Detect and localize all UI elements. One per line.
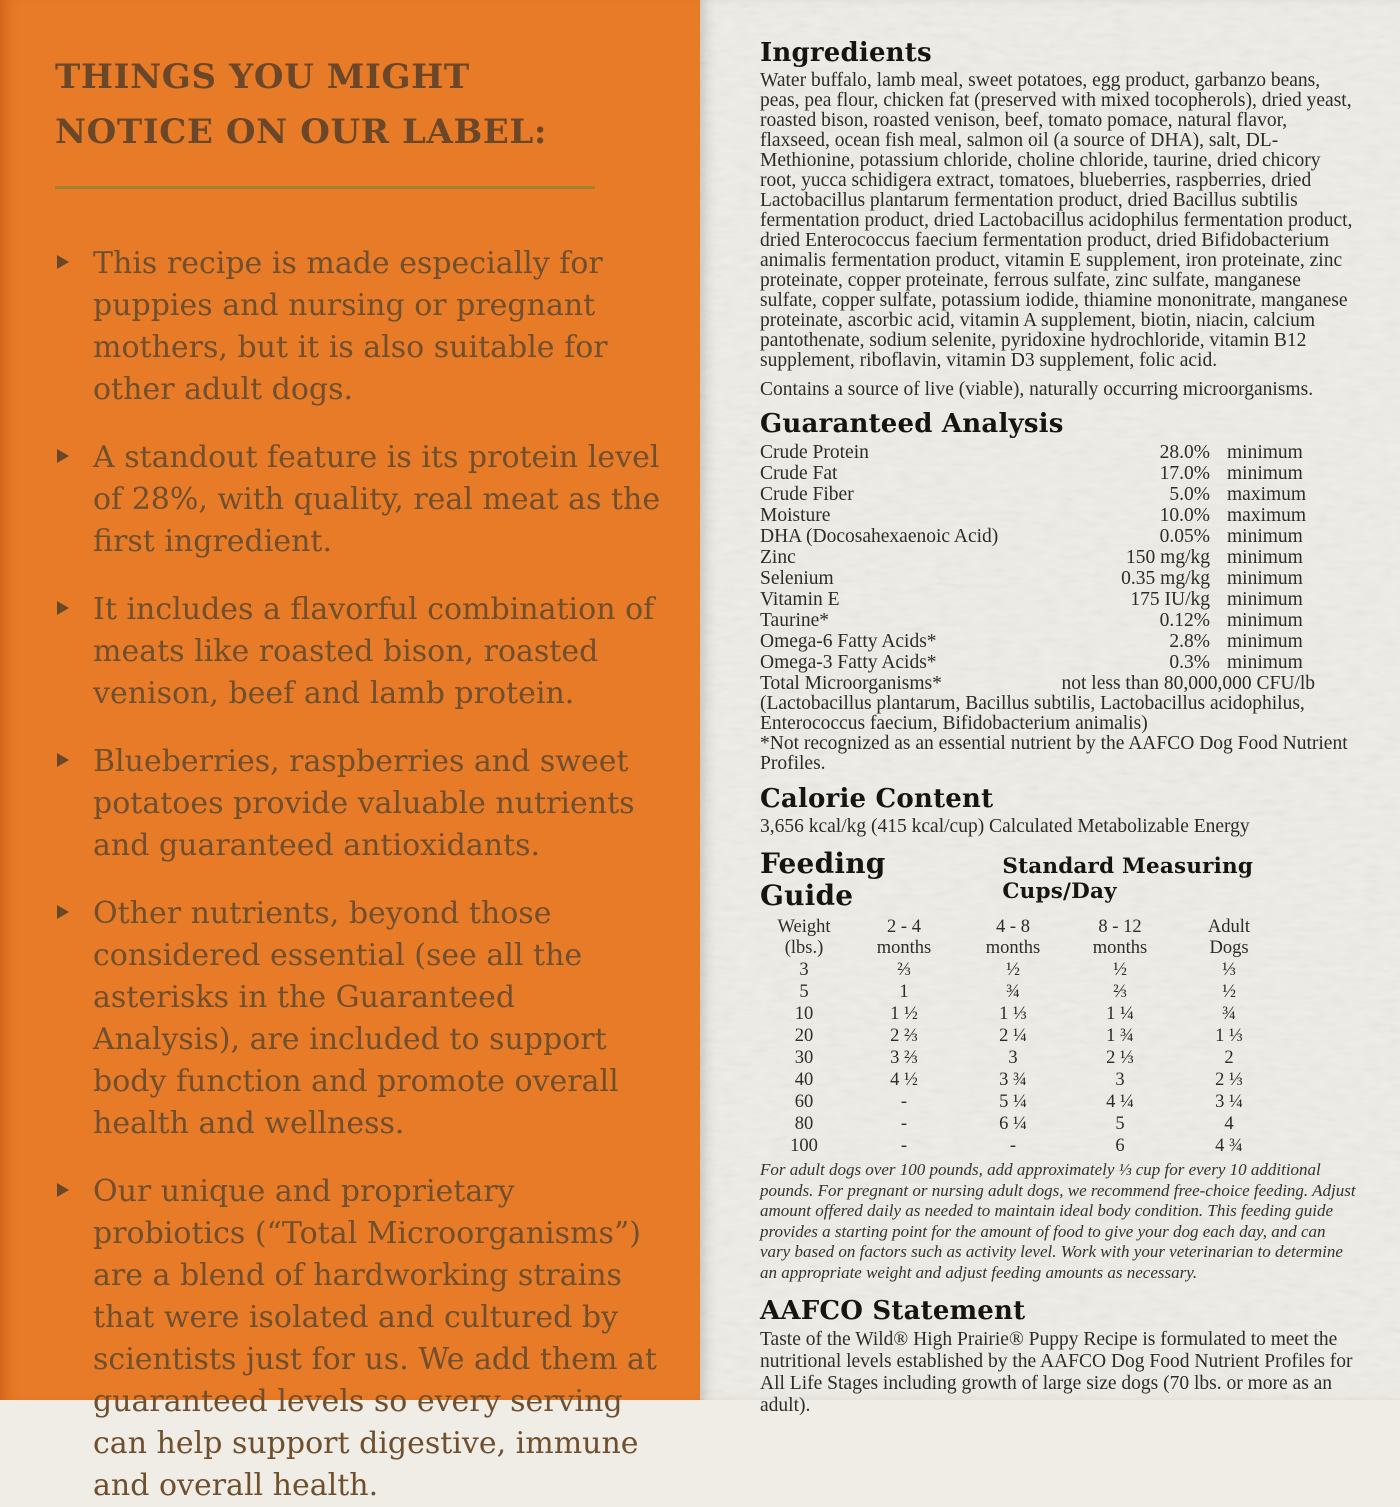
feeding-cell: - xyxy=(900,1092,908,1112)
feeding-cell: 1 ¼ xyxy=(1106,1004,1134,1024)
ga-row xyxy=(760,652,1315,673)
ga-nutrient-value: 0.05% xyxy=(1159,526,1210,547)
ga-nutrient-name: Total Microorganisms* xyxy=(760,673,942,694)
ga-nutrient-value: 150 mg/kg xyxy=(1126,547,1210,568)
feeding-cell: - xyxy=(1009,1136,1017,1156)
feeding-guide-header xyxy=(760,848,1355,915)
notice-text: Our unique and proprietary probiotics (“Total Microorganisms”) are a blend of hardworking strains that were isolated and cultured by scientists just for us. We add them at guaranteed levels so every serving can help support digestive, immune and overall health. xyxy=(93,1174,657,1503)
feeding-cell: 2 ⅓ xyxy=(1215,1070,1243,1090)
feeding-column-header-line2: Dogs xyxy=(1209,938,1249,958)
ga-qualifier: maximum xyxy=(1227,484,1307,505)
feeding-column-header-line2: months xyxy=(1092,938,1148,958)
ga-nutrient-name: Crude Fat xyxy=(760,463,838,484)
feeding-guide-note: For adult dogs over 100 pounds, add approximately ⅓ cup for every 10 additional pounds. For pregnant or nursing adult dogs, we recommend free-choice feeding. Adjust amount offered daily as needed to maintain ideal body condition. This feeding guide provides a starting point for the amount of food to give your dog each day, and can vary based on factors such as activity level. Work with your veterinarian to determine an appropriate weight and adjust feeding amounts as necessary. xyxy=(760,1160,1356,1282)
aafco-statement-text: Taste of the Wild® High Prairie® Puppy Recipe is formulated to meet the nutritional levels established by the AAFCO Dog Food Nutrient Profiles for All Life Stages including growth of large size dogs (70 lbs. or more as an adult). xyxy=(760,1329,1353,1416)
feeding-cell: 2 ¼ xyxy=(999,1026,1027,1046)
feeding-cell: 5 xyxy=(1115,1114,1125,1134)
ingredients-text: Water buffalo, lamb meal, sweet potatoes, egg product, garbanzo beans, peas, pea flour, chicken fat (preserved with mixed tocopherols), dried yeast, roasted bison, roasted venison, beef, tomato pomace, natural flavor, flaxseed, ocean fish meal, salmon oil (a source of DHA), salt, DL-Methionine, potassium chloride, choline chloride, taurine, dried chicory root, yucca schidigera extract, tomatoes, blueberries, raspberries, dried Lactobacillus plantarum fermentation product, dried Bacillus subtilis fermentation product, dried Lactobacillus acidophilus fermentation product, dried Enterococcus faecium fermentation product, dried Bifidobacterium animalis fermentation product, vitamin E supplement, iron proteinate, zinc proteinate, copper proteinate, ferrous sulfate, zinc sulfate, manganese sulfate, copper sulfate, potassium iodide, thiamine mononitrate, manganese proteinate, ascorbic acid, vitamin A supplement, biotin, niacin, calcium pantothenate, sodium selenite, pyridoxine hydrochloride, vitamin B12 supplement, riboflavin, vitamin D3 supplement, folic acid. xyxy=(760,70,1353,371)
ga-row xyxy=(760,442,1315,463)
microorganisms-note: (Lactobacillus plantarum, Bacillus subtilis, Lactobacillus acidophilus, Enterococcus faecium, Bifidobacterium animalis) xyxy=(760,693,1305,734)
feeding-cell: 1 ½ xyxy=(890,1004,918,1024)
feeding-cell: - xyxy=(900,1136,908,1156)
feeding-cell: 5 ¼ xyxy=(999,1092,1027,1112)
feeding-cell: 4 ¾ xyxy=(1215,1136,1243,1156)
ga-row xyxy=(760,526,1315,547)
ga-nutrient-value: 28.0% xyxy=(1159,442,1210,463)
feeding-column-header-line2: (lbs.) xyxy=(784,938,824,958)
ga-nutrient-value: 2.8% xyxy=(1169,631,1210,652)
right-panel xyxy=(700,0,1400,1416)
ga-row xyxy=(760,505,1315,526)
feeding-cell: 6 ¼ xyxy=(999,1114,1027,1134)
ga-nutrient-value: 0.12% xyxy=(1159,610,1210,631)
calorie-content-heading: Calorie Content xyxy=(760,784,994,814)
feeding-guide-subheading: Standard Measuring Cups/Day xyxy=(1002,854,1254,904)
ga-nutrient-value: 10.0% xyxy=(1159,505,1210,526)
ga-nutrient-name: Taurine* xyxy=(760,610,830,631)
ga-qualifier: minimum xyxy=(1227,589,1303,610)
feeding-cell: ⅓ xyxy=(1222,960,1236,980)
notice-text: Other nutrients, beyond those considered essential (see all the asterisks in the Guaranteed Analysis), are included to support body function and promote overall health and wellness. xyxy=(93,896,619,1141)
ga-row xyxy=(760,589,1315,610)
feeding-cell: 10 xyxy=(794,1004,814,1024)
feeding-cell: 60 xyxy=(794,1092,814,1112)
ga-row xyxy=(760,463,1315,484)
feeding-cell: 3 ¼ xyxy=(1215,1092,1243,1112)
ga-nutrient-name: Crude Protein xyxy=(760,442,869,463)
feeding-column-header xyxy=(1066,917,1174,959)
feeding-cell: 100 xyxy=(790,1136,818,1156)
right-panel-content xyxy=(700,0,1400,1417)
left-panel-title-line1: THINGS YOU MIGHT xyxy=(55,57,470,97)
ga-nutrient-name: Omega-6 Fatty Acids* xyxy=(760,631,937,652)
feeding-cell: 4 ¼ xyxy=(1106,1092,1134,1112)
bullet-arrow-icon xyxy=(57,905,69,919)
feeding-cell: 3 xyxy=(799,960,809,980)
ga-nutrient-value: 17.0% xyxy=(1159,463,1210,484)
feeding-cell: 6 xyxy=(1115,1136,1125,1156)
aafco-statement-heading: AAFCO Statement xyxy=(760,1296,1026,1326)
ga-qualifier: minimum xyxy=(1227,463,1303,484)
feeding-cell: 40 xyxy=(794,1070,814,1090)
feeding-cell: ⅔ xyxy=(1113,982,1127,1002)
ga-nutrient-value: 5.0% xyxy=(1169,484,1210,505)
ga-qualifier: minimum xyxy=(1227,547,1303,568)
feeding-column-header-line2: months xyxy=(985,938,1041,958)
feeding-cell: 2 xyxy=(1224,1048,1234,1068)
feeding-cell: 1 xyxy=(899,982,909,1002)
feeding-cell: 2 ⅔ xyxy=(890,1026,918,1046)
ga-nutrient-name: Moisture xyxy=(760,505,831,526)
feeding-cell: 4 ½ xyxy=(890,1070,918,1090)
feeding-cell: - xyxy=(900,1114,908,1134)
bullet-arrow-icon xyxy=(57,255,69,269)
feeding-column-header-line2: months xyxy=(876,938,932,958)
ga-nutrient-name: Selenium xyxy=(760,568,834,589)
notice-text: It includes a flavorful combination of meats like roasted bison, roasted venison, beef and lamb protein. xyxy=(93,592,655,711)
ga-nutrient-name: Omega-3 Fatty Acids* xyxy=(760,652,937,673)
feeding-cell: 3 ¾ xyxy=(999,1070,1027,1090)
ga-qualifier: minimum xyxy=(1227,631,1303,652)
bullet-arrow-icon xyxy=(57,753,69,767)
feeding-column-header-line1: Adult xyxy=(1207,917,1251,937)
notice-list xyxy=(55,243,700,1507)
feeding-cell: 4 xyxy=(1224,1114,1234,1134)
feeding-cell: ½ xyxy=(1222,982,1236,1002)
ga-qualifier: minimum xyxy=(1227,652,1303,673)
feeding-cell: ⅔ xyxy=(897,960,911,980)
feeding-cell: ¾ xyxy=(1006,982,1020,1002)
feeding-cell: 80 xyxy=(794,1114,814,1134)
left-panel-title-line2: NOTICE ON OUR LABEL: xyxy=(55,112,548,152)
feeding-cell: 3 ⅔ xyxy=(890,1048,918,1068)
notice-item xyxy=(55,1171,665,1507)
feeding-cell: 3 xyxy=(1115,1070,1125,1090)
notice-text: Blueberries, raspberries and sweet potatoes provide valuable nutrients and guaranteed antioxidants. xyxy=(93,744,635,863)
ga-nutrient-value: 0.35 mg/kg xyxy=(1121,568,1210,589)
calorie-content-text: 3,656 kcal/kg (415 kcal/cup) Calculated Metabolizable Energy xyxy=(760,816,1250,837)
notice-item xyxy=(55,243,665,411)
notice-item xyxy=(55,437,665,563)
feeding-column-header xyxy=(960,917,1066,959)
contains-note: Contains a source of live (viable), naturally occurring microorganisms. xyxy=(760,379,1314,400)
left-panel-title xyxy=(55,50,700,160)
ga-row xyxy=(760,610,1315,631)
feeding-cell: 2 ⅓ xyxy=(1106,1048,1134,1068)
feeding-cell: 1 ¾ xyxy=(1106,1026,1134,1046)
feeding-cell: ¾ xyxy=(1222,1004,1236,1024)
bullet-arrow-icon xyxy=(57,601,69,615)
ga-qualifier: maximum xyxy=(1227,505,1307,526)
ga-qualifier: minimum xyxy=(1227,568,1303,589)
feeding-cell: ½ xyxy=(1006,960,1020,980)
feeding-column-header xyxy=(848,917,960,959)
feeding-column-header-line1: Weight xyxy=(777,917,831,937)
notice-item xyxy=(55,741,665,867)
ga-qualifier: minimum xyxy=(1227,610,1303,631)
feeding-cell: 1 ⅓ xyxy=(999,1004,1027,1024)
ga-nutrient-name: Zinc xyxy=(760,547,796,568)
ga-row xyxy=(760,547,1315,568)
feeding-column-header xyxy=(1174,917,1284,959)
ga-qualifier: minimum xyxy=(1227,526,1303,547)
feeding-cell: 30 xyxy=(794,1048,814,1068)
bullet-arrow-icon xyxy=(57,449,69,463)
ga-row-total-microorganisms xyxy=(760,673,1315,694)
ga-nutrient-value: 0.3% xyxy=(1169,652,1210,673)
notice-text: This recipe is made especially for puppies and nursing or pregnant mothers, but it is also suitable for other adult dogs. xyxy=(93,246,608,407)
ga-nutrient-name: Vitamin E xyxy=(760,589,840,610)
feeding-cell: 3 xyxy=(1008,1048,1018,1068)
feeding-column-header-line1: 2 - 4 xyxy=(887,917,921,937)
ga-row xyxy=(760,568,1315,589)
feeding-cell: 5 xyxy=(799,982,809,1002)
feeding-column-header-line1: 4 - 8 xyxy=(996,917,1030,937)
guaranteed-analysis-table xyxy=(760,442,1355,694)
feeding-column-header xyxy=(760,917,848,959)
ga-row xyxy=(760,484,1315,505)
ga-qualifier: minimum xyxy=(1227,442,1303,463)
ga-row xyxy=(760,631,1315,652)
feeding-cell: ½ xyxy=(1113,960,1127,980)
ga-nutrient-name: DHA (Docosahexaenoic Acid) xyxy=(760,526,999,547)
ingredients-heading: Ingredients xyxy=(760,38,932,68)
ga-nutrient-value: not less than 80,000,000 CFU/lb xyxy=(1061,673,1315,694)
ga-nutrient-name: Crude Fiber xyxy=(760,484,854,505)
feeding-guide-heading: Feeding Guide xyxy=(760,847,886,912)
bullet-arrow-icon xyxy=(57,1183,69,1197)
notice-item xyxy=(55,893,665,1145)
ga-nutrient-value: 175 IU/kg xyxy=(1130,589,1210,610)
asterisk-footnote: *Not recognized as an essential nutrient by the AAFCO Dog Food Nutrient Profiles. xyxy=(760,733,1348,774)
feeding-column-header-line1: 8 - 12 xyxy=(1098,917,1142,937)
title-divider xyxy=(55,186,595,189)
notice-item xyxy=(55,589,665,715)
notice-text: A standout feature is its protein level of 28%, with quality, real meat as the first ingredient. xyxy=(93,440,661,559)
left-panel xyxy=(0,0,700,1503)
feeding-cell: 20 xyxy=(794,1026,814,1046)
feeding-cell: 1 ⅓ xyxy=(1215,1026,1243,1046)
feeding-guide-table xyxy=(760,917,1284,1157)
guaranteed-analysis-heading: Guaranteed Analysis xyxy=(760,409,1064,439)
